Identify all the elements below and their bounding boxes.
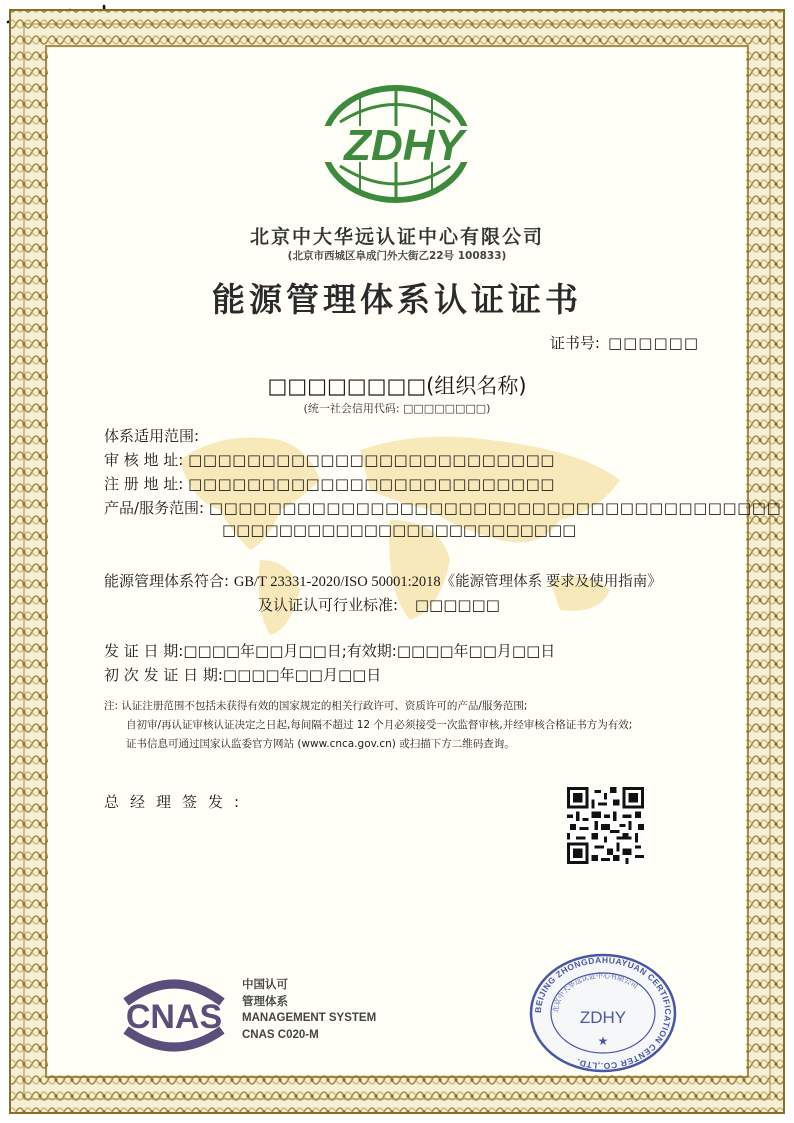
registered-address-row xyxy=(104,473,555,494)
cnas-line-1: 中国认可 xyxy=(242,977,288,991)
conformity-label: 能源管理体系符合: xyxy=(104,572,230,590)
valid-until-label: 有效期: xyxy=(346,642,397,660)
note-line-3: 证书信息可通过国家认监委官方网站 (www.cnca.gov.cn) 或扫描下方二维码查询。 xyxy=(126,738,515,750)
company-seal xyxy=(528,953,678,1073)
seal-ring-text: BEIJING ZHONGDAHUAYUAN CERTIFICATION CENTER CO.,LTD. xyxy=(532,954,674,1072)
first-issue-value: □□□□年□□月□□日 xyxy=(222,666,382,684)
zdhy-logo xyxy=(300,82,500,206)
product-scope-line1: □□□□□□□□□□□□□□□□□□□□□□□□□□□□□□□□□□□□□□□ xyxy=(208,499,782,517)
cnas-logo xyxy=(118,972,230,1052)
issue-date-label: 发 证 日 期: xyxy=(104,642,184,660)
first-issue-label: 初 次 发 证 日 期: xyxy=(104,666,223,684)
conformity-standard: GB/T 23331-2020/ISO 50001:2018《能源管理体系 要求及使用指南》 xyxy=(233,574,662,590)
seal-star-icon: ★ xyxy=(597,1034,609,1048)
audit-address-value: □□□□□□□□□□□□□□□□□□□□□□□□□ xyxy=(188,451,555,469)
zdhy-logo-text: ZDHY xyxy=(344,121,464,170)
certificate-number xyxy=(550,332,699,353)
industry-standard-label: 及认证认可行业标准: xyxy=(258,596,399,614)
valid-until-value: □□□□年□□月□□日 xyxy=(396,642,556,660)
seal-center-text: ZDHY xyxy=(579,1008,627,1027)
company-name: 北京中大华远认证中心有限公司 xyxy=(249,226,544,248)
conformity-row xyxy=(104,570,662,591)
note-line-1: 注: 认证注册范围不包括未获得有效的国家规定的相关行政许可、资质许可的产品/服务范围; xyxy=(104,700,528,712)
certificate-number-value: □□□□□□ xyxy=(607,334,699,352)
scope-label: 体系适用范围: xyxy=(104,427,200,445)
registered-address-label: 注 册 地 址: xyxy=(104,475,184,493)
industry-standard-row xyxy=(258,594,500,615)
industry-standard-value: □□□□□□ xyxy=(414,596,500,614)
certificate-number-label: 证书号: xyxy=(549,334,600,352)
audit-address-label: 审 核 地 址: xyxy=(104,451,184,469)
certificate-title: 能源管理体系认证证书 xyxy=(212,280,582,319)
product-scope-label: 产品/服务范围: xyxy=(104,499,205,517)
registered-address-value: □□□□□□□□□□□□□□□□□□□□□□□□□ xyxy=(188,475,555,493)
issue-date-row xyxy=(104,640,555,661)
cnas-line-2: 管理体系 xyxy=(242,994,288,1008)
company-address: (北京市西城区阜成门外大街乙22号 100833) xyxy=(287,250,507,262)
cnas-accreditation-text xyxy=(242,976,376,1044)
note-line-2: 自初审/再认证审核认证决定之日起,每间隔不超过 12 个月必须接受一次监督审核,并经审核合格证书方为有效; xyxy=(126,719,633,731)
issue-date-value: □□□□年□□月□□日; xyxy=(183,642,347,660)
first-issue-row xyxy=(104,664,381,685)
organization-name: □□□□□□□□(组织名称) xyxy=(267,374,527,398)
audit-address-row xyxy=(104,449,555,470)
cnas-line-3: MANAGEMENT SYSTEM xyxy=(242,1012,377,1024)
cnas-logo-text: CNAS xyxy=(125,998,223,1036)
seal-inner-ring-text: 北京中大华远认证中心有限公司 xyxy=(551,971,640,1014)
cnas-line-4: CNAS C020-M xyxy=(242,1029,319,1041)
signature-label: 总经理签发: xyxy=(104,793,251,811)
credit-code: (统一社会信用代码: □□□□□□□□) xyxy=(303,402,491,415)
product-scope-line2: □□□□□□□□□□□□□□□□□□□□□□□□□ xyxy=(222,521,577,539)
product-scope-row xyxy=(104,497,781,518)
qr-code[interactable] xyxy=(567,787,644,864)
